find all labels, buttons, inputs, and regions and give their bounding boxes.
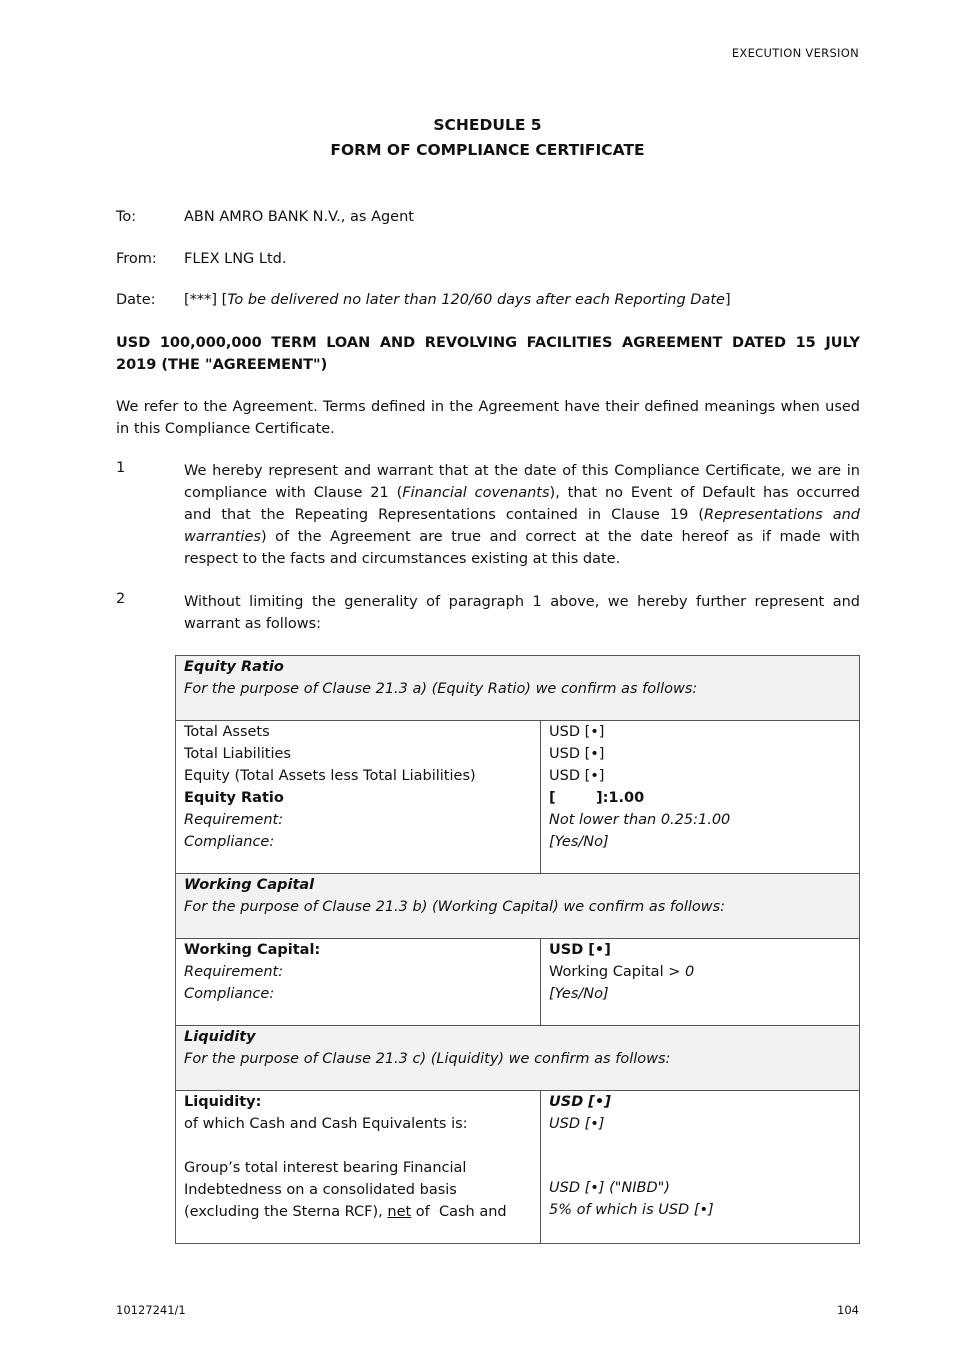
compliance-table bbox=[175, 655, 860, 1244]
equity-compliance-value: [Yes/No] bbox=[549, 834, 609, 850]
from-label: From: bbox=[116, 251, 157, 267]
page-number: 104 bbox=[837, 1303, 859, 1317]
equity-ratio-section bbox=[176, 656, 860, 721]
total-liabilities-value: USD [•] bbox=[549, 746, 605, 762]
to-label: To: bbox=[116, 209, 137, 225]
equity-labels bbox=[176, 721, 541, 874]
liquidity-title: Liquidity bbox=[184, 1029, 256, 1045]
working-capital-labels bbox=[176, 939, 541, 1026]
equity-ratio-subtitle: For the purpose of Clause 21.3 a) (Equity Ratio) we confirm as follows: bbox=[184, 681, 698, 697]
equity-ratio-value: [ ]:1.00 bbox=[549, 790, 645, 806]
paragraph-2: Without limiting the generality of paragraph 1 above, we hereby further represent and warrant as follows: bbox=[184, 594, 860, 632]
paragraph-number-1: 1 bbox=[116, 460, 126, 476]
paragraph-number-2: 2 bbox=[116, 591, 126, 607]
working-capital-compliance-value: [Yes/No] bbox=[549, 986, 609, 1002]
date-value: [***] [To be delivered no later than 120/60 days after each Reporting Date] bbox=[184, 292, 731, 308]
working-capital-compliance-label: Compliance: bbox=[184, 986, 275, 1002]
from-value: FLEX LNG Ltd. bbox=[184, 251, 287, 267]
schedule-title: SCHEDULE 5 bbox=[433, 116, 542, 134]
nibd-label-line2: Indebtedness on a consolidated basis bbox=[184, 1182, 457, 1198]
liquidity-section bbox=[176, 1026, 860, 1091]
date-label: Date: bbox=[116, 292, 156, 308]
nibd-label-line1: Group’s total interest bearing Financial bbox=[184, 1160, 467, 1176]
total-assets-value: USD [•] bbox=[549, 724, 605, 740]
cash-equivalents-label: of which Cash and Cash Equivalents is: bbox=[184, 1116, 468, 1132]
liquidity-subtitle: For the purpose of Clause 21.3 c) (Liquidity) we confirm as follows: bbox=[184, 1051, 671, 1067]
agreement-heading: USD 100,000,000 TERM LOAN AND REVOLVING FACILITIES AGREEMENT DATED 15 JULY 2019 (THE "AGREEMENT") bbox=[116, 335, 860, 373]
document-id: 10127241/1 bbox=[116, 1303, 186, 1317]
to-value: ABN AMRO BANK N.V., as Agent bbox=[184, 209, 414, 225]
liquidity-label: Liquidity: bbox=[184, 1094, 262, 1110]
total-liabilities-label: Total Liabilities bbox=[184, 746, 291, 762]
nibd-value: USD [•] ("NIBD") bbox=[549, 1180, 670, 1196]
working-capital-requirement-value: Working Capital > 0 bbox=[549, 964, 695, 980]
version-label: EXECUTION VERSION bbox=[731, 46, 859, 60]
paragraph-1: We hereby represent and warrant that at the date of this Compliance Certificate, we are in compliance with Clause 21 (Financial covenants), that no Event of Default has occurred and that the Repeating Representations contained in Clause 19 (Representations and warranties) of the Agreement are true and correct at the date hereof as if made with respect to the facts and circumstances existing at this date. bbox=[184, 463, 861, 567]
equity-values bbox=[541, 721, 860, 874]
equity-compliance-label: Compliance: bbox=[184, 834, 275, 850]
liquidity-labels bbox=[176, 1091, 541, 1244]
working-capital-requirement-label: Requirement: bbox=[184, 964, 284, 980]
liquidity-value: USD [•] bbox=[549, 1094, 611, 1110]
nibd-percent-value: 5% of which is USD [•] bbox=[549, 1202, 714, 1218]
equity-ratio-label: Equity Ratio bbox=[184, 790, 284, 806]
nibd-label-line3: (excluding the Sterna RCF), net of Cash and bbox=[184, 1204, 507, 1220]
cash-equivalents-value: USD [•] bbox=[549, 1116, 605, 1132]
working-capital-title: Working Capital bbox=[184, 877, 315, 893]
liquidity-values bbox=[541, 1091, 860, 1244]
working-capital-subtitle: For the purpose of Clause 21.3 b) (Working Capital) we confirm as follows: bbox=[184, 899, 726, 915]
working-capital-value: USD [•] bbox=[549, 942, 611, 958]
working-capital-label: Working Capital: bbox=[184, 942, 321, 958]
total-assets-label: Total Assets bbox=[184, 724, 270, 740]
schedule-subtitle: FORM OF COMPLIANCE CERTIFICATE bbox=[330, 141, 645, 159]
working-capital-values bbox=[541, 939, 860, 1026]
equity-requirement-value: Not lower than 0.25:1.00 bbox=[549, 812, 731, 828]
equity-label: Equity (Total Assets less Total Liabilities) bbox=[184, 768, 476, 784]
equity-ratio-title: Equity Ratio bbox=[184, 659, 284, 675]
equity-value: USD [•] bbox=[549, 768, 605, 784]
working-capital-section bbox=[176, 874, 860, 939]
equity-requirement-label: Requirement: bbox=[184, 812, 284, 828]
intro-paragraph: We refer to the Agreement. Terms defined in the Agreement have their defined meanings when used in this Compliance Certificate. bbox=[116, 399, 860, 437]
